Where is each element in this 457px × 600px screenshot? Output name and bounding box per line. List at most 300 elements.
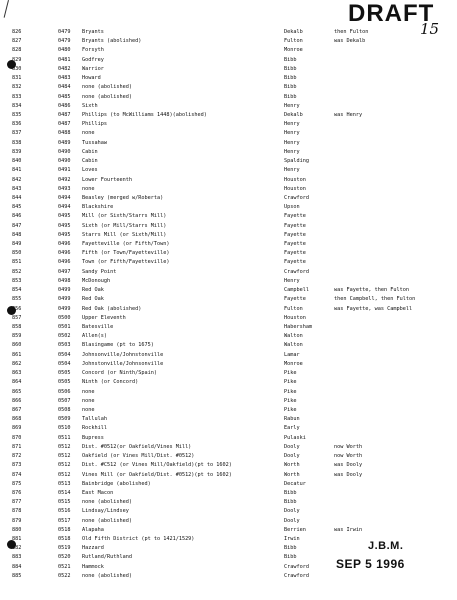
cell-name: Warrior <box>82 65 104 72</box>
table-row <box>0 415 457 424</box>
table-row <box>0 351 457 360</box>
cell-name: Tussahaw <box>82 139 107 146</box>
district-table <box>0 28 457 581</box>
cell-code: 0483 <box>58 75 71 82</box>
cell-name: East Macon <box>82 489 114 496</box>
table-row <box>0 65 457 74</box>
cell-county: Dooly <box>284 443 300 450</box>
cell-num: 869 <box>12 425 22 432</box>
cell-county: Pike <box>284 370 297 377</box>
cell-num: 839 <box>12 148 22 155</box>
cell-name: Mill (or Sixth/Starrs Mill) <box>82 213 167 220</box>
cell-num: 858 <box>12 324 22 330</box>
cell-code: 0518 <box>58 536 71 543</box>
cell-num: 862 <box>12 360 22 367</box>
table-row <box>0 74 457 83</box>
cell-name: Forsyth <box>82 47 104 54</box>
cell-code: 0498 <box>58 277 71 284</box>
table-row <box>0 286 457 295</box>
table-row <box>0 507 457 516</box>
cell-county: Bibb <box>284 554 297 561</box>
cell-county: Bibb <box>284 93 297 100</box>
cell-num: 840 <box>12 158 22 165</box>
cell-name: none (abolished) <box>82 93 132 100</box>
cell-county: Habersham <box>284 324 313 330</box>
table-row <box>0 406 457 415</box>
cell-county: Fayette <box>284 259 306 266</box>
cell-code: 0487 <box>58 121 71 128</box>
cell-name: Johnstonville/Johnsonville <box>82 360 164 367</box>
cell-county: Henry <box>284 277 300 284</box>
cell-code: 0487 <box>58 111 71 118</box>
cell-code: 0509 <box>58 416 71 423</box>
table-row <box>0 388 457 397</box>
cell-code: 0493 <box>58 185 71 192</box>
table-row <box>0 332 457 341</box>
cell-county: Houston <box>284 314 306 321</box>
cell-name: Sixth <box>82 102 98 109</box>
cell-num: 836 <box>12 121 22 128</box>
cell-name: Fifth (or Town/Fayetteville) <box>82 250 170 257</box>
cell-name: Bryants (abolished) <box>82 38 142 45</box>
cell-county: Henry <box>284 130 300 137</box>
cell-num: 826 <box>12 29 22 35</box>
cell-county: Bibb <box>284 84 297 91</box>
cell-num: 875 <box>12 480 22 487</box>
cell-county: Dooly <box>284 517 300 524</box>
cell-name: none <box>82 397 95 404</box>
cell-code: 0496 <box>58 241 71 248</box>
cell-name: none <box>82 406 95 413</box>
table-row <box>0 203 457 212</box>
cell-num: 845 <box>12 204 22 211</box>
cell-code: 0507 <box>58 397 71 404</box>
cell-county: Henry <box>284 121 300 128</box>
cell-code: 0502 <box>58 333 71 340</box>
cell-num: 867 <box>12 406 22 413</box>
table-row <box>0 498 457 507</box>
table-row <box>0 194 457 203</box>
cell-name: Cabin <box>82 158 98 165</box>
cell-num: 865 <box>12 388 22 395</box>
cell-county: Bibb <box>284 56 297 63</box>
table-row <box>0 231 457 240</box>
cell-name: none (abolished) <box>82 572 132 579</box>
cell-county: Bibb <box>284 545 297 552</box>
cell-code: 0504 <box>58 360 71 367</box>
cell-code: 0504 <box>58 351 71 358</box>
table-row <box>0 424 457 433</box>
cell-code: 0494 <box>58 194 71 201</box>
cell-county: Henry <box>284 148 300 155</box>
table-row <box>0 471 457 480</box>
table-row <box>0 222 457 231</box>
cell-code: 0480 <box>58 47 71 54</box>
cell-county: Fayette <box>284 296 306 303</box>
cell-name: none <box>82 130 95 137</box>
cell-county: Walton <box>284 342 303 349</box>
cell-code: 0513 <box>58 480 71 487</box>
cell-name: Town (or Fifth/Fayetteville) <box>82 259 170 266</box>
cell-num: 860 <box>12 342 22 349</box>
cell-name: Oakfield (or Vines Mill/Dist. #0512) <box>82 453 195 460</box>
table-row <box>0 157 457 166</box>
cell-num: 846 <box>12 213 22 220</box>
cell-code: 0482 <box>58 65 71 72</box>
table-row <box>0 305 457 314</box>
cell-name: Phillips (to McWilliams 1448)(abolished) <box>82 111 207 118</box>
cell-county: Spalding <box>284 158 309 165</box>
cell-code: 0511 <box>58 434 71 441</box>
cell-code: 0495 <box>58 231 71 238</box>
cell-code: 0501 <box>58 324 71 330</box>
cell-num: 847 <box>12 222 22 229</box>
cell-note: then Campbell, then Fulton <box>334 296 416 303</box>
cell-county: Pulaski <box>284 434 306 441</box>
cell-num: 834 <box>12 102 22 109</box>
cell-name: none <box>82 185 95 192</box>
cell-county: Houston <box>284 185 306 192</box>
cell-name: Ninth (or Concord) <box>82 379 139 386</box>
cell-county: Dooly <box>284 508 300 515</box>
cell-name: Starrs Mill (or Sixth/Mill) <box>82 231 167 238</box>
cell-county: Pike <box>284 388 297 395</box>
scan-mark <box>4 0 9 18</box>
table-row <box>0 369 457 378</box>
table-row <box>0 37 457 46</box>
table-row <box>0 28 457 37</box>
cell-name: Godfrey <box>82 56 104 63</box>
cell-num: 876 <box>12 489 22 496</box>
table-row <box>0 295 457 304</box>
cell-county: Crawford <box>284 194 309 201</box>
table-row <box>0 258 457 267</box>
cell-county: Berrien <box>284 526 306 533</box>
cell-name: Loves <box>82 167 98 174</box>
cell-county: Rabun <box>284 416 300 423</box>
cell-num: 861 <box>12 351 22 358</box>
cell-name: none (abolished) <box>82 84 132 91</box>
page-number: 15 <box>420 20 440 38</box>
cell-county: Dekalb <box>284 111 303 118</box>
cell-name: Red Oak <box>82 287 104 294</box>
table-row <box>0 434 457 443</box>
cell-county: Decatur <box>284 480 306 487</box>
cell-note: then Fulton <box>334 29 369 35</box>
cell-code: 0503 <box>58 342 71 349</box>
table-row <box>0 240 457 249</box>
cell-county: Dekalb <box>284 29 303 35</box>
cell-name: Alapaha <box>82 526 104 533</box>
cell-name: Blasingame (pt to 1675) <box>82 342 154 349</box>
cell-num: 853 <box>12 277 22 284</box>
date-stamp: SEP 5 1996 <box>336 557 405 571</box>
table-row <box>0 489 457 498</box>
cell-code: 0508 <box>58 406 71 413</box>
cell-name: Bainbridge (abolished) <box>82 480 151 487</box>
cell-name: none (abolished) <box>82 499 132 506</box>
table-row <box>0 148 457 157</box>
cell-county: Pike <box>284 379 297 386</box>
cell-num: 844 <box>12 194 22 201</box>
cell-num: 870 <box>12 434 22 441</box>
cell-name: Sixth (or Mill/Starrs Mill) <box>82 222 167 229</box>
table-row <box>0 572 457 581</box>
table-row <box>0 46 457 55</box>
cell-note: was Fayette, then Fulton <box>334 287 409 294</box>
cell-name: Tallulah <box>82 416 107 423</box>
table-row <box>0 277 457 286</box>
cell-county: Crawford <box>284 268 309 275</box>
cell-name: Blackshire <box>82 204 114 211</box>
cell-code: 0518 <box>58 526 71 533</box>
cell-code: 0495 <box>58 213 71 220</box>
table-row <box>0 268 457 277</box>
cell-code: 0492 <box>58 176 71 183</box>
cell-name: Red Oak <box>82 296 104 303</box>
cell-code: 0512 <box>58 443 71 450</box>
cell-code: 0488 <box>58 130 71 137</box>
table-row <box>0 83 457 92</box>
cell-num: 830 <box>12 65 22 72</box>
cell-num: 842 <box>12 176 22 183</box>
cell-num: 848 <box>12 231 22 238</box>
cell-num: 843 <box>12 185 22 192</box>
cell-num: 854 <box>12 287 22 294</box>
cell-county: Lamar <box>284 351 300 358</box>
table-row <box>0 480 457 489</box>
table-row <box>0 129 457 138</box>
cell-num: 877 <box>12 499 22 506</box>
table-row <box>0 443 457 452</box>
cell-county: Fulton <box>284 38 303 45</box>
table-row <box>0 111 457 120</box>
cell-county: Walton <box>284 333 303 340</box>
cell-num: 837 <box>12 130 22 137</box>
cell-code: 0499 <box>58 287 71 294</box>
cell-code: 0512 <box>58 453 71 460</box>
cell-code: 0494 <box>58 204 71 211</box>
cell-county: Worth <box>284 462 300 469</box>
cell-name: Beasley (merged w/Roberta) <box>82 194 164 201</box>
cell-code: 0500 <box>58 314 71 321</box>
cell-code: 0490 <box>58 148 71 155</box>
table-row <box>0 341 457 350</box>
cell-num: 882 <box>12 545 22 552</box>
cell-county: Pike <box>284 397 297 404</box>
cell-num: 885 <box>12 572 22 579</box>
table-row <box>0 397 457 406</box>
cell-county: Bibb <box>284 75 297 82</box>
cell-code: 0512 <box>58 471 71 478</box>
cell-county: Bibb <box>284 489 297 496</box>
cell-county: Early <box>284 425 300 432</box>
table-row <box>0 176 457 185</box>
cell-num: 859 <box>12 333 22 340</box>
cell-code: 0497 <box>58 268 71 275</box>
cell-num: 838 <box>12 139 22 146</box>
cell-name: Vines Mill (or Oakfield/Dist. #0512)(pt to 1602) <box>82 471 232 478</box>
cell-num: 857 <box>12 314 22 321</box>
cell-county: Irwin <box>284 536 300 543</box>
cell-name: Hammock <box>82 563 104 570</box>
cell-num: 833 <box>12 93 22 100</box>
cell-code: 0515 <box>58 499 71 506</box>
initials: J.B.M. <box>368 540 404 552</box>
cell-note: was Fayette, was Campbell <box>334 305 413 312</box>
cell-name: Red Oak (abolished) <box>82 305 142 312</box>
cell-code: 0479 <box>58 29 71 35</box>
cell-county: Bibb <box>284 65 297 72</box>
cell-code: 0510 <box>58 425 71 432</box>
cell-county: Pike <box>284 406 297 413</box>
cell-num: 880 <box>12 526 22 533</box>
cell-num: 835 <box>12 111 22 118</box>
cell-code: 0484 <box>58 84 71 91</box>
cell-code: 0479 <box>58 38 71 45</box>
table-row <box>0 93 457 102</box>
cell-num: 864 <box>12 379 22 386</box>
cell-code: 0522 <box>58 572 71 579</box>
cell-code: 0491 <box>58 167 71 174</box>
cell-num: 883 <box>12 554 22 561</box>
cell-num: 851 <box>12 259 22 266</box>
cell-note: now Worth <box>334 443 363 450</box>
cell-county: Fulton <box>284 305 303 312</box>
cell-code: 0517 <box>58 517 71 524</box>
cell-name: Sandy Point <box>82 268 117 275</box>
cell-code: 0512 <box>58 462 71 469</box>
cell-county: Dooly <box>284 453 300 460</box>
cell-note: was Dooly <box>334 462 363 469</box>
table-row <box>0 526 457 535</box>
cell-name: Old Fifth District (pt to 1421/1529) <box>82 536 195 543</box>
cell-code: 0495 <box>58 222 71 229</box>
cell-county: Fayette <box>284 222 306 229</box>
cell-code: 0490 <box>58 158 71 165</box>
table-row <box>0 378 457 387</box>
cell-num: 852 <box>12 268 22 275</box>
table-row <box>0 166 457 175</box>
cell-name: Hazzard <box>82 545 104 552</box>
cell-name: Lower Fourteenth <box>82 176 132 183</box>
cell-num: 884 <box>12 563 22 570</box>
cell-code: 0516 <box>58 508 71 515</box>
cell-code: 0521 <box>58 563 71 570</box>
cell-code: 0481 <box>58 56 71 63</box>
cell-name: Rutland/Ruthland <box>82 554 132 561</box>
cell-county: Bibb <box>284 499 297 506</box>
cell-code: 0496 <box>58 259 71 266</box>
cell-num: 868 <box>12 416 22 423</box>
cell-county: Henry <box>284 102 300 109</box>
cell-name: Cabin <box>82 148 98 155</box>
cell-code: 0496 <box>58 250 71 257</box>
cell-county: Crawford <box>284 563 309 570</box>
cell-code: 0489 <box>58 139 71 146</box>
cell-name: Lindsay/Lindsey <box>82 508 129 515</box>
cell-num: 856 <box>12 305 22 312</box>
cell-num: 863 <box>12 370 22 377</box>
cell-name: Johnsonville/Johnstonville <box>82 351 164 358</box>
cell-name: Dist. #C512 (or Vines Mill/Oakfield)(pt to 1602) <box>82 462 232 469</box>
cell-code: 0485 <box>58 93 71 100</box>
table-row <box>0 139 457 148</box>
cell-county: Henry <box>284 167 300 174</box>
cell-note: was Dekalb <box>334 38 366 45</box>
cell-county: Monroe <box>284 47 303 54</box>
cell-county: Upson <box>284 204 300 211</box>
table-row <box>0 461 457 470</box>
cell-num: 850 <box>12 250 22 257</box>
cell-code: 0499 <box>58 305 71 312</box>
cell-code: 0520 <box>58 554 71 561</box>
cell-county: Fayette <box>284 241 306 248</box>
cell-code: 0519 <box>58 545 71 552</box>
cell-num: 832 <box>12 84 22 91</box>
cell-num: 874 <box>12 471 22 478</box>
cell-name: Phillips <box>82 121 107 128</box>
cell-num: 841 <box>12 167 22 174</box>
cell-num: 831 <box>12 75 22 82</box>
cell-num: 827 <box>12 38 22 45</box>
cell-code: 0505 <box>58 379 71 386</box>
cell-county: Crawford <box>284 572 309 579</box>
table-row <box>0 452 457 461</box>
cell-num: 828 <box>12 47 22 54</box>
cell-name: Howard <box>82 75 101 82</box>
cell-name: Bupress <box>82 434 104 441</box>
cell-code: 0505 <box>58 370 71 377</box>
cell-num: 829 <box>12 56 22 63</box>
table-row <box>0 323 457 332</box>
table-row <box>0 212 457 221</box>
cell-name: Allen(s) <box>82 333 107 340</box>
cell-note: now Worth <box>334 453 363 460</box>
table-row <box>0 360 457 369</box>
cell-county: Fayette <box>284 250 306 257</box>
cell-name: Upper Eleventh <box>82 314 126 321</box>
table-row <box>0 517 457 526</box>
cell-county: Henry <box>284 139 300 146</box>
cell-num: 881 <box>12 536 22 543</box>
cell-name: Concord (or Ninth/Spain) <box>82 370 157 377</box>
cell-num: 873 <box>12 462 22 469</box>
cell-name: Batesville <box>82 324 114 330</box>
table-row <box>0 120 457 129</box>
cell-num: 871 <box>12 443 22 450</box>
cell-num: 849 <box>12 241 22 248</box>
cell-num: 872 <box>12 453 22 460</box>
cell-county: Fayette <box>284 231 306 238</box>
cell-name: Bryants <box>82 29 104 35</box>
cell-note: was Henry <box>334 111 363 118</box>
draft-stamp: DRAFT <box>348 0 435 27</box>
cell-name: Rockhill <box>82 425 107 432</box>
cell-note: was Irwin <box>334 526 363 533</box>
cell-county: Campbell <box>284 287 309 294</box>
cell-code: 0506 <box>58 388 71 395</box>
cell-note: was Dooly <box>334 471 363 478</box>
cell-name: Dist. #0512(or Oakfield/Vines Mill) <box>82 443 192 450</box>
table-row <box>0 314 457 323</box>
cell-code: 0514 <box>58 489 71 496</box>
cell-name: none <box>82 388 95 395</box>
table-row <box>0 102 457 111</box>
cell-name: Fayetteville (or Fifth/Town) <box>82 241 170 248</box>
cell-code: 0499 <box>58 296 71 303</box>
cell-county: Fayette <box>284 213 306 220</box>
